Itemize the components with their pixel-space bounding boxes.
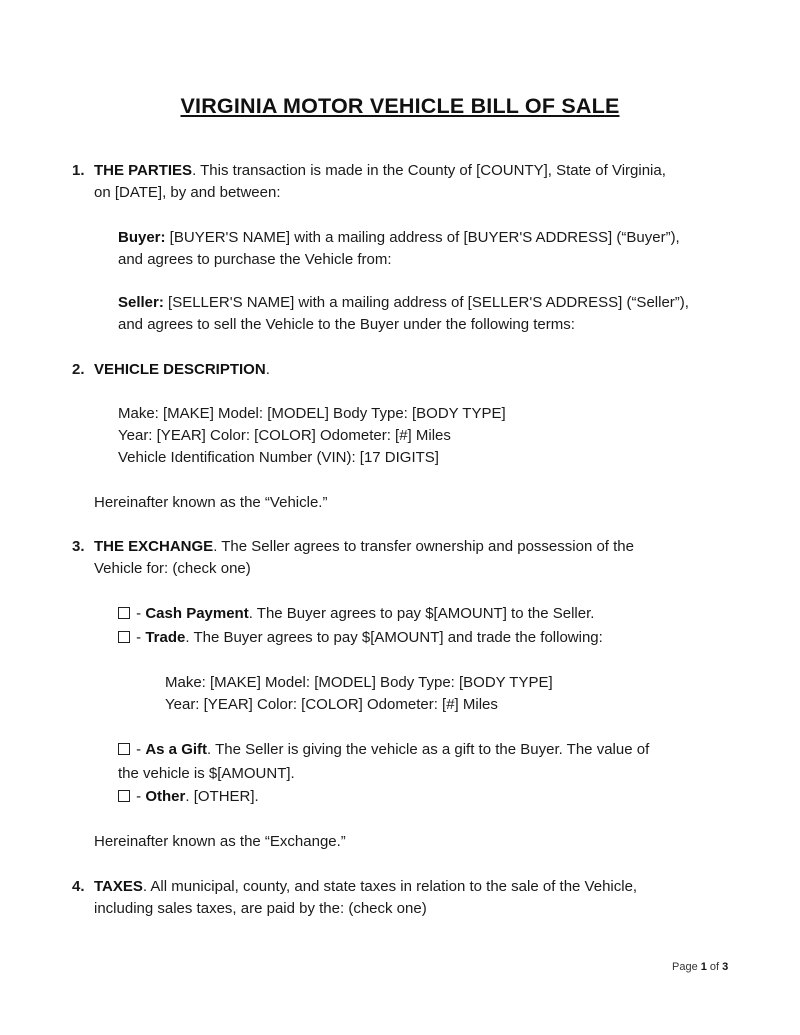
- seller-line-2: and agrees to sell the Vehicle to the Buyer under the following terms:: [118, 316, 575, 333]
- option-gift-line-2: the vehicle is $[AMOUNT].: [118, 765, 295, 782]
- exchange-hereinafter: Hereinafter known as the “Exchange.”: [94, 833, 346, 850]
- section-heading: THE PARTIES: [94, 162, 193, 179]
- option-cash: - Cash Payment. The Buyer agrees to pay $[AMOUNT] to the Seller.: [118, 603, 594, 625]
- checkbox-icon[interactable]: [118, 790, 130, 802]
- parties-line-2: on [DATE], by and between:: [94, 184, 281, 201]
- vehicle-hereinafter: Hereinafter known as the “Vehicle.”: [94, 494, 328, 511]
- option-other: - Other. [OTHER].: [118, 786, 259, 808]
- checkbox-icon[interactable]: [118, 743, 130, 755]
- section-number: 3.: [72, 538, 85, 555]
- vehicle-line-3: Vehicle Identification Number (VIN): [17 DIGITS]: [118, 449, 439, 466]
- taxes-line-2: including sales taxes, are paid by the: (check one): [94, 900, 427, 917]
- vehicle-line-2: Year: [YEAR] Color: [COLOR] Odometer: [#] Miles: [118, 427, 451, 444]
- exchange-line-2: Vehicle for: (check one): [94, 560, 251, 577]
- document-title: VIRGINIA MOTOR VEHICLE BILL OF SALE: [180, 94, 620, 118]
- buyer-line-2: and agrees to purchase the Vehicle from:: [118, 251, 392, 268]
- section-number: 1.: [72, 162, 85, 179]
- checkbox-icon[interactable]: [118, 631, 130, 643]
- option-gift: - As a Gift. The Seller is giving the vehicle as a gift to the Buyer. The value of: [118, 739, 649, 761]
- section-number: 2.: [72, 361, 85, 378]
- vehicle-heading-line: VEHICLE DESCRIPTION.: [94, 361, 270, 378]
- page-number: Page 1 of 3: [672, 961, 729, 973]
- trade-line-2: Year: [YEAR] Color: [COLOR] Odometer: [#] Miles: [165, 696, 498, 713]
- exchange-line-1: THE EXCHANGE. The Seller agrees to transfer ownership and possession of the: [94, 538, 634, 555]
- vehicle-line-1: Make: [MAKE] Model: [MODEL] Body Type: [BODY TYPE]: [118, 405, 506, 422]
- section-heading: TAXES: [94, 878, 143, 895]
- buyer-label: Buyer:: [118, 229, 166, 246]
- seller-line-1: Seller: [SELLER'S NAME] with a mailing address of [SELLER'S ADDRESS] (“Seller”),: [118, 294, 689, 311]
- buyer-line-1: Buyer: [BUYER'S NAME] with a mailing address of [BUYER'S ADDRESS] (“Buyer”),: [118, 229, 680, 246]
- taxes-line-1: TAXES. All municipal, county, and state taxes in relation to the sale of the Vehicle,: [94, 878, 638, 895]
- checkbox-icon[interactable]: [118, 607, 130, 619]
- seller-label: Seller:: [118, 294, 164, 311]
- section-number: 4.: [72, 878, 85, 895]
- trade-line-1: Make: [MAKE] Model: [MODEL] Body Type: [BODY TYPE]: [165, 674, 553, 691]
- section-heading: VEHICLE DESCRIPTION: [94, 361, 266, 378]
- parties-line-1: THE PARTIES. This transaction is made in the County of [COUNTY], State of Virginia,: [94, 162, 666, 179]
- section-heading: THE EXCHANGE: [94, 538, 214, 555]
- option-trade: - Trade. The Buyer agrees to pay $[AMOUNT] and trade the following:: [118, 627, 603, 649]
